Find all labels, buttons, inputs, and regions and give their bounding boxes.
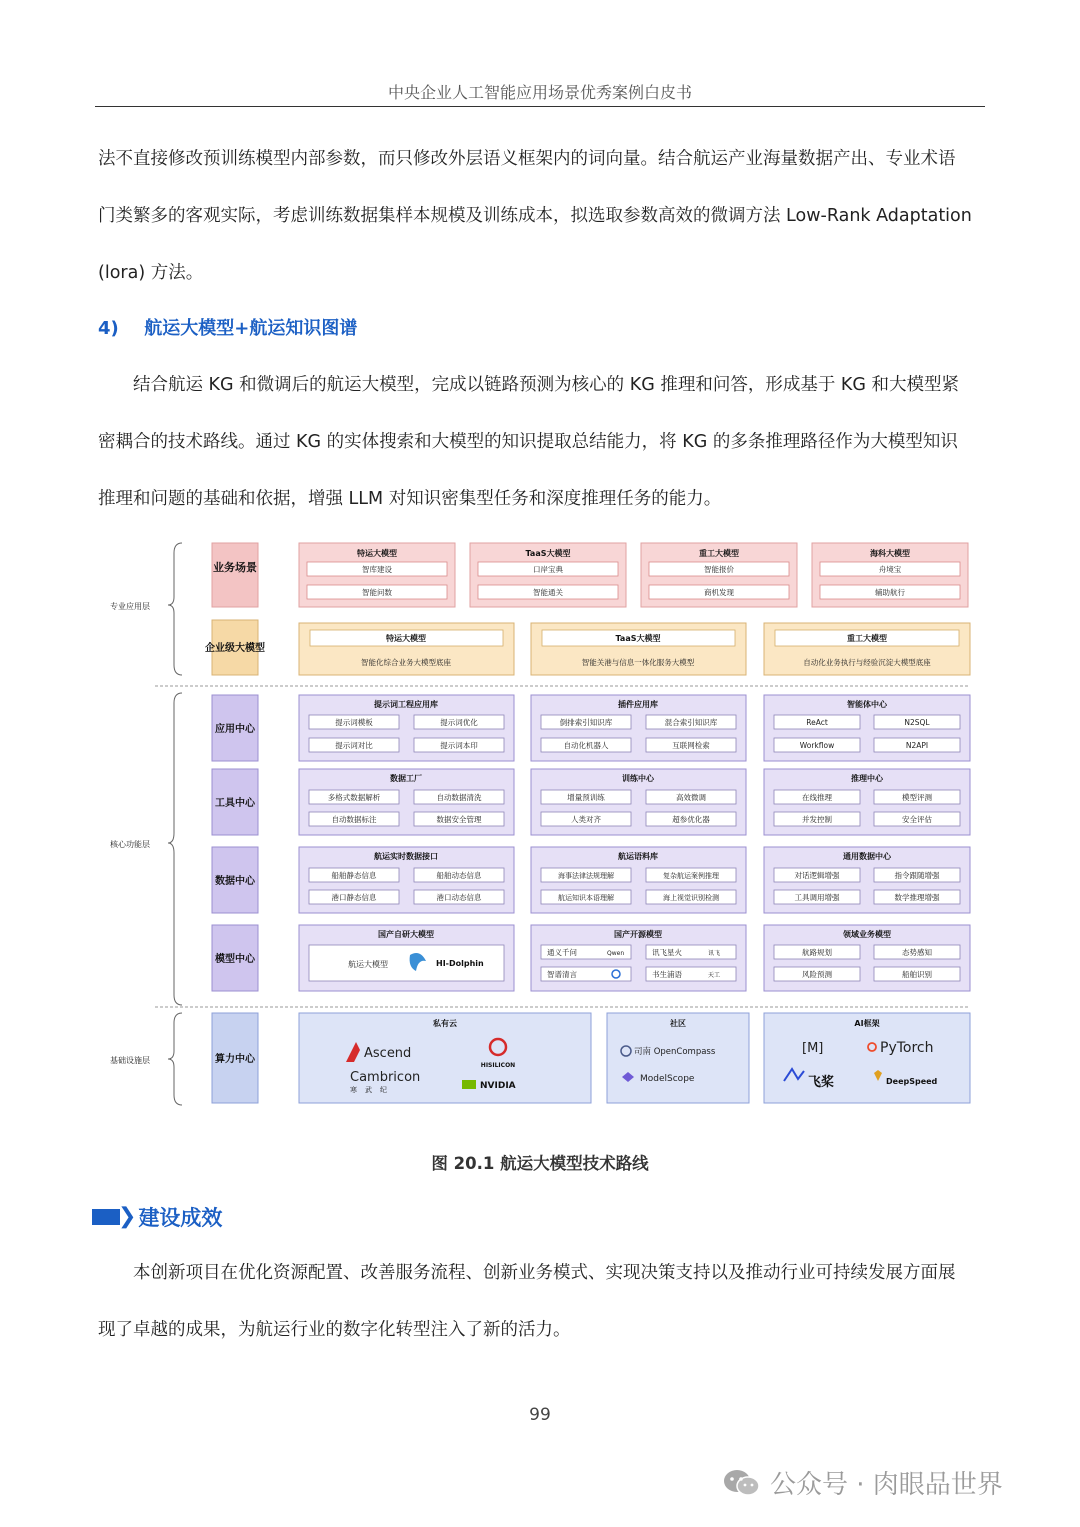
svg-text:港口动态信息: 港口动态信息: [436, 893, 482, 902]
svg-text:重工大模型: 重工大模型: [847, 634, 887, 643]
data-panel: [299, 847, 514, 913]
svg-text:特运大模型: 特运大模型: [386, 634, 426, 643]
svg-text:Ascend: Ascend: [364, 1046, 412, 1061]
intro-line: 法不直接修改预训练模型内部参数，而只修改外层语义框架内的词向量。结合航运产业海量数据产出、专业术语: [98, 149, 956, 169]
svg-text:飞桨: 飞桨: [808, 1075, 835, 1090]
watermark: [722, 1464, 1003, 1501]
svg-text:通用数据中心: 通用数据中心: [843, 852, 891, 861]
section-heading: [98, 314, 357, 340]
svg-text:司南 OpenCompass: 司南 OpenCompass: [634, 1047, 716, 1057]
svg-text:智能化综合业务大模型底座: 智能化综合业务大模型底座: [361, 658, 451, 667]
chevron-right-icon: ❯: [118, 1204, 137, 1229]
svg-text:智能体中心: 智能体中心: [847, 700, 887, 709]
watermark-text: 公众号 · 肉眼品世界: [770, 1470, 1003, 1500]
svg-text:海科大模型: 海科大模型: [870, 549, 910, 558]
svg-text:私有云: 私有云: [433, 1019, 457, 1028]
svg-text:辅助航行: 辅助航行: [875, 588, 905, 597]
tool-panel: [299, 769, 514, 835]
ai-framework-panel: [764, 1013, 970, 1103]
svg-text:DeepSpeed: DeepSpeed: [886, 1077, 938, 1086]
enterprise-panel: [299, 623, 514, 675]
svg-text:HISILICON: HISILICON: [480, 1062, 516, 1069]
svg-text:船舶静态信息: 船舶静态信息: [331, 871, 377, 880]
svg-text:倒排索引知识库: 倒排索引知识库: [559, 718, 613, 727]
bracket-bottom-label: 基础设施层: [110, 1056, 150, 1065]
svg-text:指令跟随增强: 指令跟随增强: [894, 871, 940, 880]
svg-text:在线推理: 在线推理: [802, 793, 832, 802]
svg-text:提示词本印: 提示词本印: [440, 741, 478, 750]
svg-text:口岸宝典: 口岸宝典: [533, 565, 563, 574]
tool-panel: [764, 769, 970, 835]
page-number: 99: [529, 1405, 551, 1425]
svg-text:工具调用增强: 工具调用增强: [794, 893, 840, 902]
svg-text:船舶动态信息: 船舶动态信息: [436, 871, 482, 880]
wechat-icon: [722, 1468, 762, 1498]
svg-text:训练中心: 训练中心: [622, 774, 654, 783]
svg-text:智能报价: 智能报价: [704, 565, 734, 574]
row-label: 算力中心: [215, 1054, 255, 1065]
row-label: 业务场景: [213, 561, 257, 574]
svg-text:[M]: [M]: [802, 1041, 824, 1056]
svg-text:PyTorch: PyTorch: [880, 1040, 934, 1056]
svg-text:智能通关: 智能通关: [533, 588, 563, 597]
svg-text:国产开源模型: 国产开源模型: [614, 930, 662, 939]
results-line: 现了卓越的成果，为航运行业的数字化转型注入了新的活力。: [98, 1320, 571, 1340]
svg-text:增量预训练: 增量预训练: [567, 793, 605, 802]
svg-text:智谱清言: 智谱清言: [547, 970, 577, 979]
domestic-model-panel: [299, 925, 514, 991]
section-paragraph: [98, 357, 982, 528]
section-line: 密耦合的技术路线。通过 KG 的实体搜索和大模型的知识提取总结能力，将 KG 的多条推理路径作为大模型知识: [98, 432, 958, 452]
svg-text:智库建设: 智库建设: [362, 565, 392, 574]
svg-text:互联网检索: 互联网检索: [672, 741, 710, 750]
svg-text:混合索引知识库: 混合索引知识库: [664, 718, 718, 727]
svg-text:推理中心: 推理中心: [851, 774, 883, 783]
app-panel: [531, 695, 746, 761]
svg-text:提示词模板: 提示词模板: [335, 718, 373, 727]
svg-text:港口静态信息: 港口静态信息: [331, 893, 377, 902]
row-label: 应用中心: [215, 724, 255, 735]
scenario-panel: [299, 543, 455, 607]
heading-bar-icon: [92, 1209, 120, 1225]
svg-text:插件应用库: 插件应用库: [618, 700, 658, 709]
header-divider: [95, 106, 985, 107]
section-line: 结合航运 KG 和微调后的航运大模型，完成以链路预测为核心的 KG 推理和问答，形成基于 KG 和大模型紧: [98, 375, 959, 395]
svg-text:天工: 天工: [708, 972, 721, 979]
svg-text:并发控制: 并发控制: [802, 815, 832, 824]
svg-text:TaaS大模型: TaaS大模型: [525, 549, 571, 558]
svg-text:提示词对比: 提示词对比: [335, 741, 373, 750]
community-panel: [607, 1013, 749, 1103]
svg-text:N2API: N2API: [905, 741, 929, 750]
svg-text:寒武纪: 寒武纪: [350, 1086, 395, 1094]
svg-text:复杂航运案例推理: 复杂航运案例推理: [663, 872, 719, 880]
intro-line: 门类繁多的客观实际，考虑训练数据集样本规模及训练成本，拟选取参数高效的微调方法 Low-Rank Adaptation: [98, 206, 972, 226]
svg-text:对话逻辑增强: 对话逻辑增强: [794, 871, 840, 880]
svg-text:通义千问: 通义千问: [547, 948, 577, 957]
row-label: 企业级大模型: [205, 643, 265, 654]
svg-text:航运大模型: 航运大模型: [348, 960, 388, 969]
svg-text:高效微调: 高效微调: [676, 793, 706, 802]
top-bracket: [168, 543, 182, 675]
open-model-panel: [531, 925, 746, 991]
svg-text:航运语料库: 航运语料库: [618, 852, 658, 861]
svg-text:Workflow: Workflow: [799, 741, 835, 750]
svg-text:人类对齐: 人类对齐: [571, 815, 601, 824]
intro-line: (lora) 方法。: [98, 263, 204, 283]
bracket-top-label: 专业应用层: [110, 602, 150, 611]
svg-text:讯飞: 讯飞: [708, 950, 721, 957]
svg-text:数据工厂: 数据工厂: [390, 774, 422, 783]
app-panel: [299, 695, 514, 761]
data-panel: [531, 847, 746, 913]
svg-text:书生浦语: 书生浦语: [652, 970, 682, 979]
section-number: 4): [98, 318, 119, 339]
svg-text:模型评测: 模型评测: [902, 793, 932, 802]
svg-text:提示词工程应用库: 提示词工程应用库: [374, 700, 438, 709]
enterprise-panel: [531, 623, 746, 675]
figure-caption: 图 20.1 航运大模型技术路线: [431, 1154, 649, 1173]
row-label-box: [212, 543, 258, 607]
svg-text:多格式数据解析: 多格式数据解析: [327, 793, 381, 802]
svg-text:ModelScope: ModelScope: [640, 1074, 695, 1084]
section-line: 推理和问题的基础和依据，增强 LLM 对知识密集型任务和深度推理任务的能力。: [98, 489, 722, 509]
data-panel: [764, 847, 970, 913]
svg-text:ReAct: ReAct: [806, 718, 828, 727]
svg-text:数学推理增强: 数学推理增强: [894, 893, 940, 902]
svg-text:特运大模型: 特运大模型: [357, 549, 397, 558]
enterprise-panel: [764, 623, 970, 675]
svg-text:自动数据清洗: 自动数据清洗: [436, 793, 482, 802]
row-label: 数据中心: [215, 876, 255, 887]
results-heading: [92, 1202, 222, 1232]
svg-text:商机发现: 商机发现: [704, 588, 734, 597]
svg-text:航路规划: 航路规划: [802, 948, 832, 957]
architecture-diagram: [110, 535, 972, 1110]
svg-text:航运实时数据接口: 航运实时数据接口: [374, 852, 438, 861]
nvidia-logo-icon: [462, 1080, 476, 1089]
row-label: 工具中心: [215, 798, 255, 809]
results-title: 建设成效: [138, 1206, 223, 1230]
header-title: 中央企业人工智能应用场景优秀案例白皮书: [387, 83, 692, 102]
tool-panel: [531, 769, 746, 835]
svg-text:航运知识本语理解: 航运知识本语理解: [558, 894, 614, 902]
svg-text:国产自研大模型: 国产自研大模型: [378, 930, 434, 939]
svg-text:HI-Dolphin: HI-Dolphin: [436, 959, 484, 968]
bottom-bracket: [168, 1013, 182, 1105]
svg-text:N2SQL: N2SQL: [904, 718, 930, 727]
svg-text:NVIDIA: NVIDIA: [480, 1081, 516, 1091]
svg-text:AI框架: AI框架: [854, 1019, 880, 1028]
section-title: 航运大模型+航运知识图谱: [144, 318, 358, 339]
svg-text:自动化业务执行与经验沉淀大模型底座: 自动化业务执行与经验沉淀大模型底座: [803, 658, 931, 667]
bracket-mid-label: 核心功能层: [110, 840, 150, 849]
scenario-panel: [470, 543, 626, 607]
results-paragraph: [98, 1245, 982, 1359]
scenario-panel: [812, 543, 968, 607]
svg-text:风险预测: 风险预测: [802, 970, 832, 979]
scenario-panel: [641, 543, 797, 607]
svg-text:讯飞星火: 讯飞星火: [652, 948, 682, 957]
svg-text:自动化机器人: 自动化机器人: [563, 741, 609, 750]
intro-paragraph: [98, 131, 982, 302]
svg-text:Cambricon: Cambricon: [350, 1070, 421, 1085]
private-cloud-panel: [299, 1013, 591, 1103]
svg-text:社区: 社区: [670, 1019, 686, 1028]
svg-text:超参优化器: 超参优化器: [672, 815, 710, 824]
svg-text:船舶识别: 船舶识别: [902, 970, 932, 979]
app-panel: [764, 695, 970, 761]
row-label: 模型中心: [215, 954, 255, 965]
svg-text:重工大模型: 重工大模型: [699, 549, 739, 558]
svg-text:智能问数: 智能问数: [362, 588, 392, 597]
results-line: 本创新项目在优化资源配置、改善服务流程、创新业务模式、实现决策支持以及推动行业可持续发展方面展: [98, 1263, 956, 1283]
svg-text:数据安全管理: 数据安全管理: [436, 815, 482, 824]
svg-text:TaaS大模型: TaaS大模型: [615, 634, 661, 643]
domain-model-panel: [764, 925, 970, 991]
svg-text:海事法律法规理解: 海事法律法规理解: [558, 872, 614, 880]
svg-text:态势感知: 态势感知: [902, 948, 932, 957]
svg-text:提示词优化: 提示词优化: [440, 718, 478, 727]
svg-text:安全评估: 安全评估: [902, 815, 932, 824]
svg-text:Qwen: Qwen: [607, 950, 625, 957]
mid-bracket: [168, 693, 182, 1005]
svg-text:领域业务模型: 领域业务模型: [843, 930, 891, 939]
svg-text:智能关港与信息一体化服务大模型: 智能关港与信息一体化服务大模型: [581, 658, 695, 667]
svg-text:海上视觉识别检测: 海上视觉识别检测: [663, 894, 719, 902]
svg-text:舟境宝: 舟境宝: [878, 565, 902, 574]
svg-text:自动数据标注: 自动数据标注: [331, 815, 377, 824]
